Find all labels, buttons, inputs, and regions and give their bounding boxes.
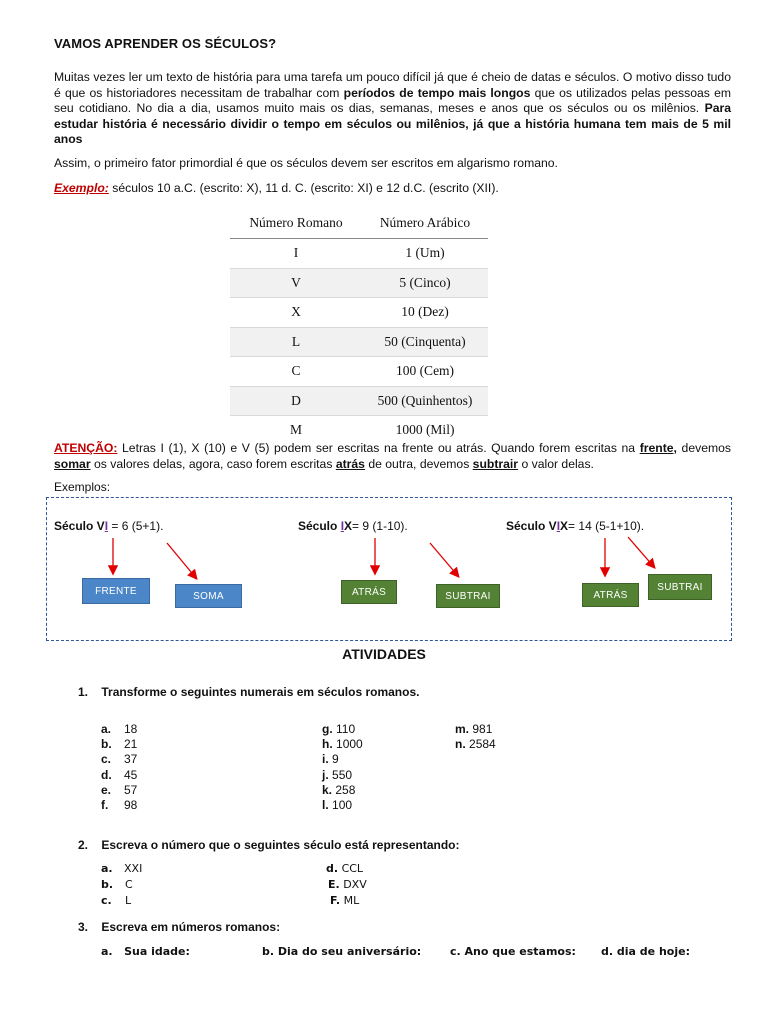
q3-item-c: c. Ano que estamos:	[450, 945, 576, 958]
item-letter: e.	[101, 782, 112, 797]
table-cell: D	[230, 386, 362, 416]
tag-soma: SOMA	[175, 584, 242, 608]
item-value: L	[125, 894, 132, 907]
item-letter: E.	[328, 878, 340, 891]
item-value: 550	[332, 767, 353, 782]
item-value: 9	[332, 752, 339, 767]
q2-column-2	[326, 861, 367, 909]
item-letter: g.	[322, 722, 333, 736]
table-cell: C	[230, 357, 362, 387]
item-value: ML	[343, 894, 360, 907]
table-cell: 100 (Cem)	[362, 357, 488, 387]
atencao-text: de outra, devemos	[364, 456, 473, 471]
item-letter: b.	[101, 737, 112, 752]
item-value: 18	[124, 722, 138, 736]
example-rest: = 14 (5-1+10).	[568, 519, 645, 533]
atencao-subtrair: subtrair	[472, 456, 519, 471]
item-value: C	[125, 878, 133, 891]
table-cell: 10 (Dez)	[362, 298, 488, 328]
item-letter: a.	[101, 862, 113, 875]
tag-subtrai-1: SUBTRAI	[436, 584, 500, 608]
atencao-text: Letras I (1), X (10) e V (5) podem ser escritas na frente ou atrás. Quando forem escritas na	[117, 441, 640, 455]
table-cell: M	[230, 416, 362, 445]
atencao-text: devemos	[676, 441, 731, 455]
question-number: 2.	[78, 838, 89, 852]
question-text: Escreva o número que o seguintes século está representando:	[101, 838, 460, 852]
question-text: Escreva em números romanos:	[101, 920, 281, 934]
atencao-somar: somar	[54, 456, 91, 471]
item-value: DXV	[343, 878, 367, 891]
q3-item-b: b. Dia do seu aniversário:	[262, 945, 422, 958]
item-letter: d.	[101, 767, 112, 782]
table-header-cell: Número Arábico	[362, 208, 488, 239]
q1-column-2	[322, 722, 363, 813]
example-highlight: I	[340, 519, 345, 533]
item-value: 2584	[469, 737, 496, 752]
item-value: XXI	[124, 862, 143, 875]
item-letter: f.	[101, 798, 109, 813]
item-value: 981	[472, 722, 493, 736]
table-cell: V	[230, 268, 362, 298]
tag-subtrai-2: SUBTRAI	[648, 574, 712, 600]
question-3	[78, 920, 280, 934]
atencao-label: ATENÇÃO:	[54, 441, 118, 455]
table-cell: L	[230, 327, 362, 357]
question-number: 3.	[78, 920, 89, 934]
table-cell: 50 (Cinquenta)	[362, 327, 488, 357]
atencao-text: os valores delas, agora, caso forem escritas	[90, 456, 336, 471]
item-letter: i.	[322, 752, 329, 767]
q3-item-a: a. Sua idade:	[101, 945, 190, 958]
example-highlight: I	[556, 519, 561, 533]
example-prefix: Século	[298, 519, 341, 533]
example-mid: X	[560, 519, 569, 533]
tag-atras-2: ATRÁS	[582, 583, 639, 607]
intro-bold-2: Para estudar história é necessário dividir o tempo em séculos ou milênios, já que a história humana tem mais de 5 mil anos	[54, 101, 731, 146]
item-letter: d.	[326, 862, 339, 875]
item-letter: c.	[101, 752, 112, 767]
intro-text-2: que os utilizados pelas pessoas em seu cotidiano. No dia a dia, usamos muito mais os dias, semanas, meses e anos que os séculos ou os milênios.	[54, 85, 732, 115]
item-value: 110	[336, 722, 356, 736]
item-value: 1000	[336, 737, 363, 752]
q3-item-d: d. dia de hoje:	[601, 945, 690, 958]
example-rest: = 6 (5+1).	[108, 519, 164, 533]
item-value: 258	[335, 782, 356, 797]
atencao-atras: atrás	[335, 456, 365, 471]
item-value: 57	[124, 782, 138, 797]
item-letter: F.	[330, 894, 341, 907]
question-1	[78, 685, 419, 699]
question-number: 1.	[78, 685, 89, 699]
exemplo-text: séculos 10 a.C. (escrito: X), 11 d. C. (escrito: XI) e 12 d.C. (escrito (XII).	[108, 181, 499, 195]
item-value: 21	[124, 737, 138, 752]
table-cell: 5 (Cinco)	[362, 268, 488, 298]
table-cell: 500 (Quinhentos)	[362, 386, 488, 416]
table-header-cell: Número Romano	[230, 208, 362, 239]
item-letter: k.	[322, 782, 333, 797]
question-2	[78, 838, 459, 852]
table-cell: 1 (Um)	[362, 239, 488, 269]
example-highlight: I	[104, 519, 109, 533]
item-value: CCL	[341, 862, 364, 875]
table-cell: I	[230, 239, 362, 269]
item-letter: m.	[455, 722, 470, 736]
q2-column-1	[101, 861, 143, 909]
exemplos-label: Exemplos:	[54, 480, 111, 494]
page-title: VAMOS APRENDER OS SÉCULOS?	[54, 36, 277, 51]
question-text: Transforme o seguintes numerais em séculos romanos.	[101, 685, 420, 699]
item-letter: h.	[322, 737, 333, 752]
arrow-diagonal-icon	[167, 543, 196, 578]
table-cell: 1000 (Mil)	[362, 416, 488, 445]
table-cell: X	[230, 298, 362, 328]
item-letter: j.	[322, 767, 329, 782]
item-letter: l.	[322, 798, 329, 813]
item-letter: n.	[455, 737, 466, 752]
example-mid: X	[344, 519, 353, 533]
example-prefix: Século V	[54, 519, 105, 533]
intro-text-1: Muitas vezes ler um texto de história para uma tarefa um pouco difícil já que é cheio de datas e séculos. O motivo disso tudo é que os historiadores necessitam de trabalhar com	[54, 70, 731, 100]
arrow-diagonal-icon	[430, 543, 458, 576]
tag-atras-1: ATRÁS	[341, 580, 397, 604]
tag-frente: FRENTE	[82, 578, 150, 604]
example-prefix: Século V	[506, 519, 557, 533]
item-letter: c.	[101, 894, 112, 907]
item-letter: b.	[101, 878, 114, 891]
item-value: 45	[124, 767, 138, 782]
q1-column-3	[455, 722, 496, 752]
item-letter: a.	[101, 722, 112, 736]
arrow-diagonal-icon	[628, 537, 654, 567]
assim-paragraph: Assim, o primeiro fator primordial é que os séculos devem ser escritos em algarismo romano.	[54, 156, 558, 170]
intro-bold-1: períodos de tempo mais longos	[343, 85, 531, 100]
q1-column-1	[101, 722, 138, 813]
item-value: 37	[124, 752, 138, 767]
atencao-frente: frente,	[639, 441, 677, 455]
exemplo-label: Exemplo:	[54, 181, 109, 195]
example-rest: = 9 (1-10).	[352, 519, 408, 533]
item-value: 100	[332, 798, 353, 813]
atividades-heading: ATIVIDADES	[342, 646, 426, 662]
item-value: 98	[124, 798, 138, 813]
atencao-text: o valor delas.	[518, 456, 594, 471]
